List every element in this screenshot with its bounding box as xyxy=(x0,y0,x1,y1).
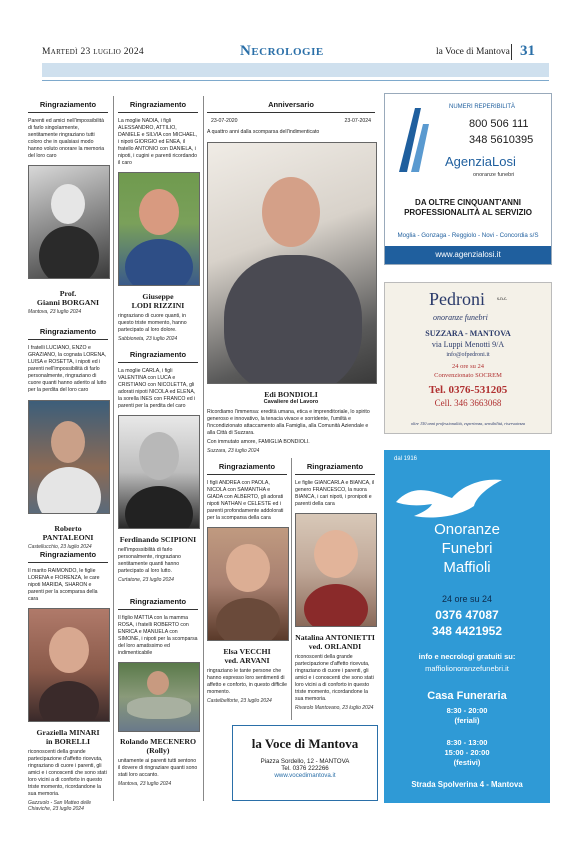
section-title: Necrologie xyxy=(240,43,324,59)
vdm-address: Piazza Sordello, 12 - MANTOVA xyxy=(260,758,350,765)
maffioli-title-3: Maffioli xyxy=(443,559,491,576)
maffioli-hours-2: 8:30 - 13:00 xyxy=(446,738,488,747)
portrait-photo xyxy=(207,527,289,641)
notice-bondioli xyxy=(207,100,375,454)
notice-place-date: Rivarolo Mantovano, 23 luglio 2024 xyxy=(295,705,374,711)
pedroni-tagline: onoranze funebri xyxy=(433,313,488,322)
notice-title: Ringraziamento xyxy=(28,550,108,563)
notice-place-date: Sabbioneta, 23 luglio 2024 xyxy=(118,336,178,342)
notice-text: Parenti ed amici nell'impossibilità di farlo singolarmente, sentitamente ringraziano tutti coloro che in qualsiasi modo hanno voluto onorare la memoria del loro caro xyxy=(28,118,105,159)
losi-tagline: onoranze funebri xyxy=(473,172,515,178)
losi-phone-label: NUMERI REPERIBILITÀ xyxy=(449,104,516,110)
pedroni-email[interactable]: info@ofpedroni.it xyxy=(446,352,490,358)
pedroni-address: via Luppi Menotti 9/A xyxy=(431,340,505,349)
maffioli-phone-2: 348 4421952 xyxy=(431,624,503,638)
deceased-name: Giuseppe LODI RIZZINI xyxy=(131,292,185,310)
portrait-photo xyxy=(28,165,110,279)
vdm-logo: la Voce di Mantova xyxy=(251,736,359,751)
pedroni-conv: Convenzionato SOCREM xyxy=(434,372,502,379)
paper-name: la Voce di Mantova xyxy=(436,47,510,57)
notice-scipioni xyxy=(118,350,198,583)
portrait-photo xyxy=(118,662,200,732)
notice-title: Ringraziamento xyxy=(28,327,108,340)
deceased-name: Elsa VECCHI ved. ARVANI xyxy=(223,647,271,665)
maffioli-hours: 24 ore su 24 xyxy=(441,594,493,604)
notice-text: Le figlie GIANCARLA e BIANCA, il genero FRANCESCO, la nuora BIANCA, i cari nipoti, i pronipoti e parenti della cara xyxy=(295,480,375,507)
date-left: 23-07-2020 xyxy=(211,118,238,124)
date-right: 23-07-2024 xyxy=(344,118,371,124)
notice-subtitle: Cavaliere del Lavoro xyxy=(263,399,319,405)
portrait-photo xyxy=(28,400,110,514)
column-divider xyxy=(291,458,292,720)
notice-minari xyxy=(28,550,108,812)
ad-pedroni xyxy=(384,282,552,434)
notice-thanks: riconoscenti della grande partecipazione d'affetto ricevuta, ringraziano di cuore i parenti, gli amici e i conoscenti che sono stati loro vicini a di conforto in questo triste momento, ricordandone la sua memoria. xyxy=(28,749,107,797)
anniversary-dates xyxy=(207,118,375,125)
notice-text: I figli ANDREA con PAOLA, NICOLA con SAMANTHA e GIADA con ALBERTO, gli adorati nipoti NATHAN e CELESTE ed i parenti profondamente addolorati per la scomparsa della cara xyxy=(207,480,284,521)
pedroni-footer: oltre 150 anni professionalità, esperienza, sensibilità, riservatezza xyxy=(410,421,526,426)
notice-thanks: nell'impossibilità di farlo personalmente, ringraziano sentitamente quanti hanno partecipato al loro lutto. xyxy=(118,547,181,574)
page-date: Martedì 23 luglio 2024 xyxy=(42,47,144,57)
pedroni-brand: Pedroni xyxy=(429,289,485,309)
losi-phone-1: 800 506 111 xyxy=(469,118,529,130)
notice-place-date: Castelbelforte, 23 luglio 2024 xyxy=(207,698,272,704)
deceased-name: Graziella MINARI in BORELLI xyxy=(36,728,100,746)
maffioli-hours-3-note: (festivi) xyxy=(453,758,481,767)
notice-vecchi xyxy=(207,462,287,704)
notice-text: La moglie NADIA, i figli ALESSANDRO, ATTILIO, DANIELE e SILVIA con MICHAEL, i nipoti GIORGIO ed ENEA, il fratello ANTONIO con DANIELA, i nipoti, i cugini e parenti ricordando il caro xyxy=(118,118,198,166)
losi-slogan: DA OLTRE CINQUANT'ANNI PROFESSIONALITÀ AL SERVIZIO xyxy=(404,198,532,217)
maffioli-phone-1: 0376 47087 xyxy=(435,608,499,622)
column-divider xyxy=(113,96,114,801)
losi-logo-icon xyxy=(397,104,437,174)
notice-text: Ricordiamo l'immensa: eredità umana, etica e imprenditoriale, lo spirito generoso e innovativo, la tenacia vivace e sorridente, l'umiltà e l'incondizionato attaccamento alla Famiglia, alla Comunità Aziendale e alla Città di Suzzara. xyxy=(207,409,370,436)
maffioli-house: Casa Funeraria xyxy=(427,690,507,702)
maffioli-website[interactable]: maffiolionoranzefunebri.it xyxy=(425,664,509,673)
notice-place-date: Suzzara, 23 luglio 2024 xyxy=(207,448,260,454)
deceased-name: Edi BONDIOLI xyxy=(264,390,318,399)
notice-family: Con immutato amore, FAMIGLIA BONDIOLI. xyxy=(207,439,310,445)
voce-di-mantova-box xyxy=(232,725,378,801)
deceased-name: Natalina ANTONIETTI ved. ORLANDI xyxy=(295,633,375,651)
notice-thanks: ringraziano di cuore quanti, in questo triste momento, hanno partecipato al loro dolore. xyxy=(118,313,187,333)
vdm-website[interactable]: www.vocedimantova.it xyxy=(274,772,336,779)
notice-title: Ringraziamento xyxy=(118,100,198,113)
maffioli-title-1: Onoranze xyxy=(434,521,500,538)
pedroni-city: SUZZARA - MANTOVA xyxy=(425,329,511,338)
deceased-name: Ferdinando SCIPIONI xyxy=(119,535,197,544)
maffioli-since: dal 1916 xyxy=(394,456,418,462)
notice-place-date: Gazzuolo - San Matteo delle Chiaviche, 23 luglio 2024 xyxy=(28,800,92,812)
notice-place-date: Curtatone, 23 luglio 2024 xyxy=(118,577,174,583)
notice-place-date: Castellucchio, 23 luglio 2024 xyxy=(28,544,92,550)
notice-title: Ringraziamento xyxy=(295,462,375,475)
notice-title: Ringraziamento xyxy=(28,100,108,113)
portrait-photo xyxy=(118,415,200,529)
losi-website[interactable]: www.agenzialosi.it xyxy=(385,246,551,264)
maffioli-info: info e necrologi gratuiti su: xyxy=(418,652,516,661)
notice-thanks: ringraziano le tante persone che hanno espresso loro sentimenti di affetto e conforto, in questo difficile momento. xyxy=(207,668,287,695)
losi-brand: AgenziaLosi xyxy=(445,154,516,169)
deceased-name: Prof. Gianni BORGANI xyxy=(36,289,100,307)
pedroni-hours: 24 ore su 24 xyxy=(452,363,484,370)
notice-antonietti xyxy=(295,462,375,711)
deceased-name: Rolando MECENERO (Rolly) xyxy=(119,737,197,755)
notice-lodi-rizzini xyxy=(118,100,198,342)
vdm-tel: Tel. 0376 222266 xyxy=(281,765,329,772)
notice-title: Ringraziamento xyxy=(118,597,198,610)
notice-text: La moglie CARLA, i figli VALENTINA con LUCA e CRISTIANO con NICOLETTA, gli adorati nipoti NICOLA ed ELENA, la sorella INES con FRANCO ed i parenti per la perdita del caro xyxy=(118,368,196,409)
header-divider xyxy=(511,44,512,60)
portrait-photo xyxy=(28,608,110,722)
notice-pantaleoni xyxy=(28,327,108,550)
notice-place-date: Mantova, 23 luglio 2024 xyxy=(118,781,172,787)
notice-text: I fratelli LUCIANO, ENZO e GRAZIANO, la cognata LORENA, LUISA e ROSETTA, i nipoti ed i parenti nell'impossibilità di farlo personalmente, ringraziano di cuore quanti hanno aderito al lutto per la perdita del loro caro xyxy=(28,345,107,393)
notice-text: Il marito RAIMONDO, le figlie LORENA e FIORENZA, le care nipoti MARIDA, SHARON e parenti per la scomparsa della cara xyxy=(28,568,100,602)
ad-agenzia-losi xyxy=(384,93,552,265)
losi-towns: Moglia - Gonzaga - Reggiolo - Novi - Concordia s/S xyxy=(397,232,539,239)
maffioli-hours-1-note: (feriali) xyxy=(454,716,480,725)
maffioli-address: Strada Spolverina 4 - Mantova xyxy=(411,780,523,789)
notice-intro: A quattro anni dalla scomparsa dell'indimenticato xyxy=(207,129,320,135)
page-number: 31 xyxy=(520,43,535,59)
notice-title: Anniversario xyxy=(207,100,375,113)
notice-thanks: riconoscenti della grande partecipazione d'affetto ricevuta, ringraziano di cuore i parenti, gli amici e i conoscenti che sono stati loro vicini a di conforto in questo triste momento, ricordandone la sua memoria. xyxy=(295,654,374,702)
notice-thanks: unitamente ai parenti tutti sentono il dovere di ringraziare quanti sono stati loro accanto. xyxy=(118,758,198,778)
header-rule xyxy=(42,80,549,81)
notice-mecenero xyxy=(118,597,198,787)
maffioli-hours-3: 15:00 - 20:00 xyxy=(444,748,490,757)
portrait-photo xyxy=(118,172,200,286)
maffioli-title-2: Funebri xyxy=(441,540,493,557)
header-band xyxy=(42,63,549,77)
deceased-name: Roberto PANTALEONI xyxy=(42,524,94,542)
losi-phone-2: 348 5610395 xyxy=(469,134,534,146)
ad-maffioli xyxy=(384,450,550,803)
portrait-photo xyxy=(207,142,377,384)
pedroni-tel: Tel. 0376-531205 xyxy=(428,384,508,396)
column-divider xyxy=(203,96,204,801)
notice-place-date: Mantova, 23 luglio 2024 xyxy=(28,309,82,315)
portrait-photo xyxy=(295,513,377,627)
notice-borgani xyxy=(28,100,108,315)
notice-title: Ringraziamento xyxy=(207,462,287,475)
notice-title: Ringraziamento xyxy=(118,350,198,363)
maffioli-hours-1: 8:30 - 20:00 xyxy=(446,706,488,715)
notice-text: Il figlio MATTIA con la mamma ROSA, i fratelli ROBERTO con ENRICA e MANUELA con SIMONE, i nipoti per la scomparsa del loro amatissimo ed indimenticabile xyxy=(118,615,198,656)
pedroni-cell: Cell. 346 3663068 xyxy=(434,398,502,408)
pedroni-subbrand: s.n.c. xyxy=(497,297,508,302)
